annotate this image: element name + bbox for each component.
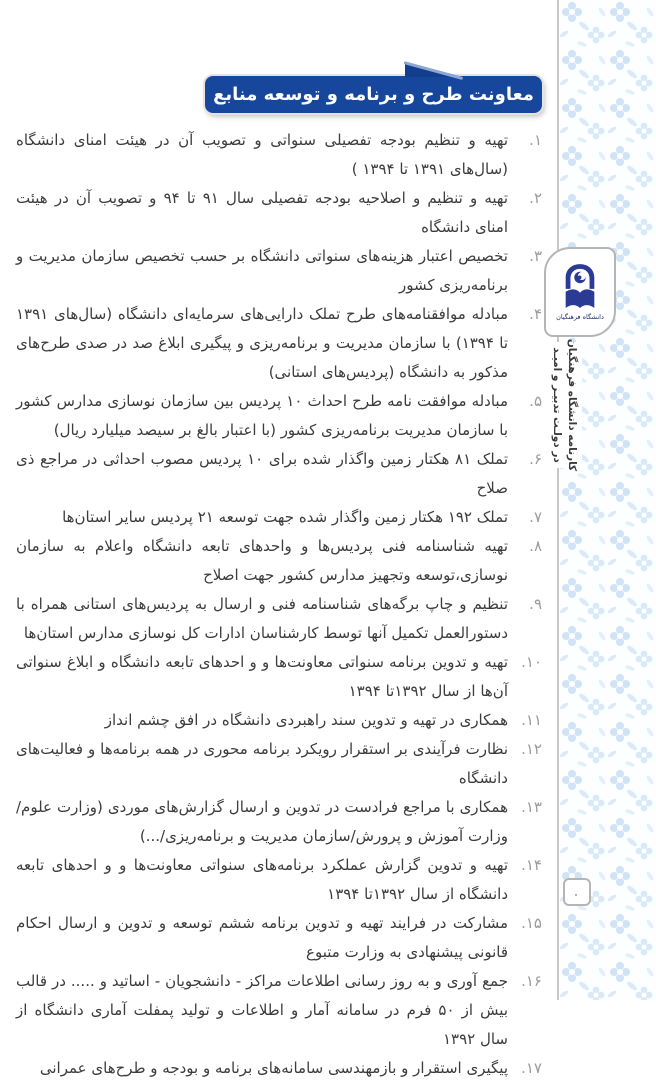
- task-item: [16, 648, 542, 706]
- task-text: مشارکت در فرایند تهیه و تدوین برنامه ششم توسعه و تدوین و ارسال احکام قانونی پیشنهادی به وزارت متبوع: [16, 914, 508, 961]
- task-number: ۱۲.: [521, 740, 542, 758]
- task-text: تهیه شناسنامه فنی پردیس‌ها و واحدهای تابعه دانشگاه واعلام به سازمان نوسازی،توسعه وتجهیز مدارس کشور جهت اصلاح: [16, 537, 508, 584]
- task-text: تهیه و تنظیم بودجه تفصیلی سنواتی و تصویب آن در هیئت امنای دانشگاه (سال‌های ۱۳۹۱ تا ۱۳۹۴ ): [16, 131, 508, 178]
- floral-border-strip: [560, 0, 656, 1000]
- task-item: [16, 590, 542, 648]
- task-item: [16, 909, 542, 967]
- task-text: تنظیم و چاپ برگه‌های شناسنامه فنی و ارسال به پردیس‌های استانی همراه با دستورالعمل تکمیل آنها توسط کارشناسان ادارات کل نوسازی مدارس استان‌ها: [16, 595, 508, 642]
- section-title: معاونت طرح و برنامه و توسعه منابع: [213, 84, 534, 105]
- task-item: [16, 184, 542, 242]
- side-caption-line2: در دولـت تدبیـر و امیـد: [551, 347, 563, 463]
- section-banner: [205, 76, 542, 113]
- task-number: ۱۵.: [521, 914, 542, 932]
- task-text: مبادله موافقت نامه طرح احداث ۱۰ پردیس بین سازمان نوسازی مدارس کشور با سازمان مدیریت برنامه‌ریزی کشور (با اعتبار بالغ بر سیصد میلیارد ریال): [16, 392, 508, 439]
- task-number: ۶.: [529, 450, 542, 468]
- task-text: تملک ۱۹۲ هکتار زمین واگذار شده جهت توسعه ۲۱ پردیس سایر استان‌ها: [62, 508, 508, 526]
- task-number: ۱۱.: [521, 711, 542, 729]
- task-item: [16, 851, 542, 909]
- task-number: ۲.: [529, 189, 542, 207]
- task-item: [16, 735, 542, 793]
- task-text: همکاری با مراجع فرادست در تدوین و ارسال گزارش‌های موردی (وزارت علوم/وزارت آموزش و پرورش/سازمان مدیریت و برنامه‌ریزی/...): [16, 798, 508, 845]
- task-text: تهیه و تدوین گزارش عملکرد برنامه‌های سنواتی معاونت‌ها و و احدهای تابعه دانشگاه از سال ۱۳۹۲تا ۱۳۹۴: [16, 856, 508, 903]
- task-text: تهیه و تدوین برنامه سنواتی معاونت‌ها و و احدهای تابعه دانشگاه و ابلاغ سنواتی آن‌ها از سال ۱۳۹۲تا ۱۳۹۴: [16, 653, 508, 700]
- task-number: ۷.: [529, 508, 542, 526]
- side-caption-line1: کارنامه دانشگاه فرهنگیان: [566, 338, 578, 472]
- task-text: نظارت فرآیندی بر استقرار رویکرد برنامه محوری در همه برنامه‌ها و فعالیت‌های دانشگاه: [16, 740, 508, 787]
- task-text: جمع آوری و به روز رسانی اطلاعات مراکز - دانشجویان - اساتید و ..... در قالب بیش از ۵۰ فرم در سامانه آمار و اطلاعات و تولید پمفلت آماری دانشگاه از سال ۱۳۹۲: [16, 972, 508, 1048]
- strip-divider-line: [557, 0, 559, 1000]
- task-number: ۴.: [529, 305, 542, 323]
- task-number: ۳.: [529, 247, 542, 265]
- task-number: ۱۷.: [521, 1059, 542, 1077]
- task-text: تهیه و تنظیم و اصلاحیه بودجه تفصیلی سال ۹۱ تا ۹۴ و تصویب آن در هیئت امنای دانشگاه: [16, 189, 509, 236]
- task-number: ۸.: [529, 537, 542, 555]
- task-number: ۱۰.: [521, 653, 542, 671]
- task-item: [16, 242, 542, 300]
- task-item: [16, 706, 542, 735]
- task-item: [16, 126, 542, 184]
- university-emblem-icon: [559, 263, 601, 311]
- task-number: ۱.: [529, 131, 542, 149]
- side-caption: [546, 338, 582, 472]
- page-number-dot: [575, 894, 577, 896]
- task-number: ۹.: [529, 595, 542, 613]
- task-item: [16, 1054, 542, 1083]
- task-item: [16, 793, 542, 851]
- floral-pattern-icon: [560, 0, 656, 1000]
- university-logo-box: [544, 247, 616, 337]
- task-text: پیگیری استقرار و بازمهندسی سامانه‌های برنامه و بودجه و طرح‌های عمرانی: [39, 1059, 508, 1077]
- logo-caption: دانشگاه فرهنگیان: [556, 313, 604, 321]
- task-number: ۱۶.: [521, 972, 542, 990]
- task-text: تخصیص اعتبار هزینه‌های سنواتی دانشگاه بر حسب تخصیص سازمان مدیریت و برنامه‌ریزی کشور: [16, 247, 508, 294]
- task-text: تملک ۸۱ هکتار زمین واگذار شده برای ۱۰ پردیس مصوب احداثی در مراجع ذی صلاح: [16, 450, 508, 497]
- task-text: همکاری در تهیه و تدوین سند راهبردی دانشگاه در افق چشم انداز: [104, 711, 508, 729]
- task-item: [16, 967, 542, 1054]
- task-item: [16, 387, 542, 445]
- task-item: [16, 503, 542, 532]
- task-list: [16, 126, 542, 1083]
- page-number-box: [563, 878, 591, 906]
- task-number: ۱۴.: [521, 856, 542, 874]
- task-text: مبادله موافقنامه‌های طرح تملک دارایی‌های سرمایه‌ای دانشگاه (سال‌های ۱۳۹۱ تا ۱۳۹۴) با سازمان مدیریت و برنامه‌ریزی و پیگیری ابلاغ صد در صدی طرح‌های مذکور به دانشگاه (پردیس‌های استانی): [16, 305, 508, 381]
- task-number: ۵.: [529, 392, 542, 410]
- task-item: [16, 300, 542, 387]
- task-number: ۱۳.: [521, 798, 542, 816]
- task-item: [16, 445, 542, 503]
- task-item: [16, 532, 542, 590]
